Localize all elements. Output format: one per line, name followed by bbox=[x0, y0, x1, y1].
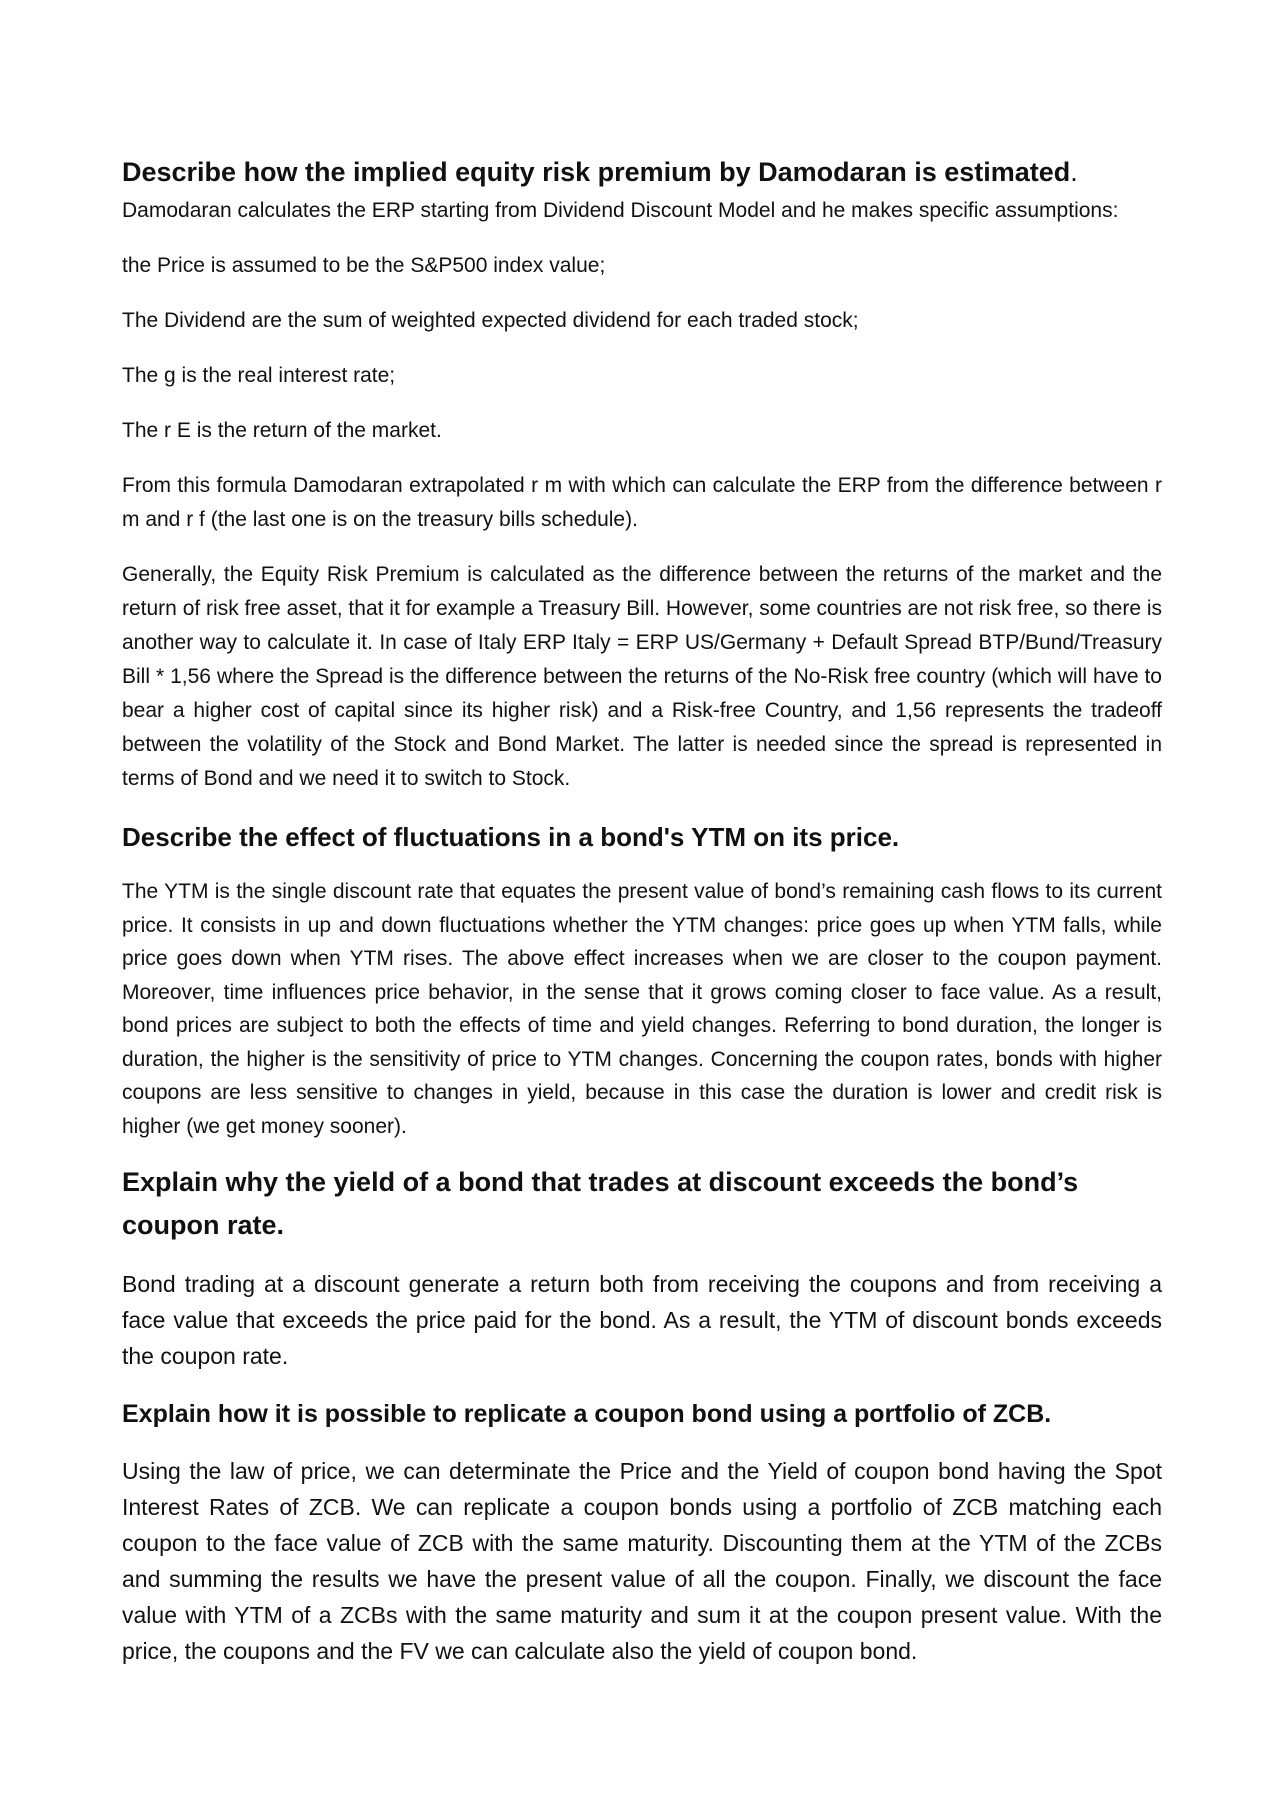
erp-formula-paragraph: From this formula Damodaran extrapolated r m with which can calculate the ERP from the difference between r m and r f (the last one is on the treasury bills schedule). bbox=[122, 474, 1162, 531]
assumption-growth: The g is the real interest rate; bbox=[122, 364, 396, 387]
section-heading-discount-bond-yield: Explain why the yield of a bond that trades at discount exceeds the bond’s coupon rate. bbox=[122, 1167, 1079, 1240]
heading-period: . bbox=[1070, 157, 1078, 187]
replicate-coupon-bond-paragraph: Using the law of price, we can determinate the Price and the Yield of coupon bond having the Spot Interest Rates of ZCB. We can replicate a coupon bonds using a portfolio of ZCB matching each coupon to the face value of ZCB with the same maturity. Discounting them at the YTM of the ZCBs and summing the results we have the present value of all the coupon. Finally, we discount the face value with YTM of a ZCBs with the same maturity and sum it at the coupon present value. With the price, the coupons and the FV we can calculate also the yield of coupon bond. bbox=[122, 1458, 1162, 1664]
erp-intro-paragraph: Damodaran calculates the ERP starting from Dividend Discount Model and he makes specific assumptions: bbox=[122, 199, 1119, 222]
ytm-fluctuations-paragraph: The YTM is the single discount rate that equates the present value of bond’s remaining cash flows to its current price. It consists in up and down fluctuations whether the YTM changes: price goes up when YTM falls, while price goes down when YTM rises. The above effect increases when we are closer to the coupon payment. Moreover, time influences price behavior, in the sense that it grows coming closer to face value. As a result, bond prices are subject to both the effects of time and yield changes. Referring to bond duration, the longer is duration, the higher is the sensitivity of price to YTM changes. Concerning the coupon rates, bonds with higher coupons are less sensitive to changes in yield, because in this case the duration is lower and credit risk is higher (we get money sooner). bbox=[122, 880, 1162, 1138]
document-page bbox=[122, 150, 1162, 1669]
section-heading-replicate-coupon-bond: Explain how it is possible to replicate a coupon bond using a portfolio of ZCB. bbox=[122, 1400, 1052, 1428]
assumption-return: The r E is the return of the market. bbox=[122, 419, 442, 442]
section-heading-ytm-fluctuations: Describe the effect of fluctuations in a bond's YTM on its price. bbox=[122, 822, 900, 852]
assumption-price: the Price is assumed to be the S&P500 index value; bbox=[122, 254, 606, 277]
erp-general-paragraph: Generally, the Equity Risk Premium is calculated as the difference between the returns of the market and the return of risk free asset, that it for example a Treasury Bill. However, some countries are not risk free, so there is another way to calculate it. In case of Italy ERP Italy = ERP US/Germany + Default Spread BTP/Bund/Treasury Bill * 1,56 where the Spread is the difference between the returns of the No-Risk free country (which will have to bear a higher cost of capital since its higher risk) and a Risk-free Country, and 1,56 represents the tradeoff between the volatility of the Stock and Bond Market. The latter is needed since the spread is represented in terms of Bond and we need it to switch to Stock. bbox=[122, 563, 1162, 790]
assumption-dividend: The Dividend are the sum of weighted expected dividend for each traded stock; bbox=[122, 309, 859, 332]
heading-text: Describe how the implied equity risk premium by Damodaran is estimated bbox=[122, 157, 1071, 187]
discount-bond-paragraph: Bond trading at a discount generate a return both from receiving the coupons and from receiving a face value that exceeds the price paid for the bond. As a result, the YTM of discount bonds exceeds the coupon rate. bbox=[122, 1271, 1162, 1369]
section-heading-equity-risk-premium bbox=[122, 150, 1162, 194]
